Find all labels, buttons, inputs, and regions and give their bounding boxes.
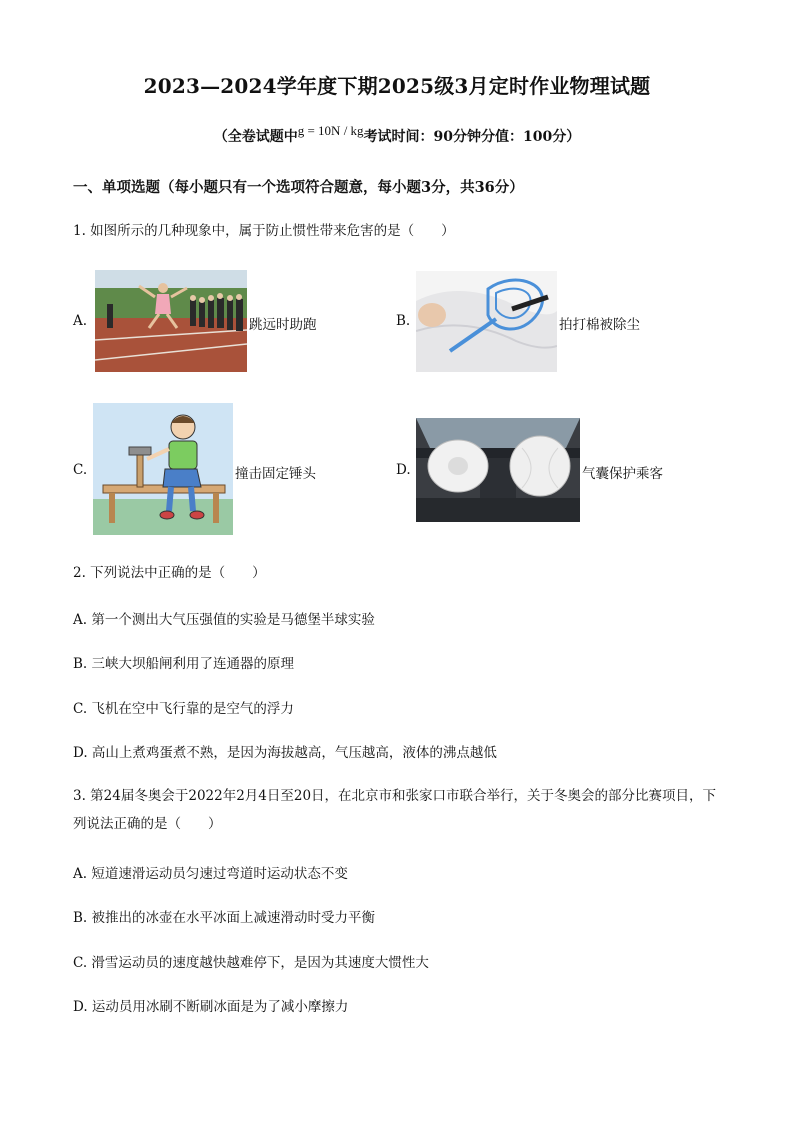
exam-info-prefix: （全卷试题中	[213, 129, 298, 145]
q1-option-b-letter: B.	[396, 313, 411, 329]
section-heading: 一、单项选题（每小题只有一个选项符合题意，每小题3分，共36分）	[73, 179, 524, 196]
q1-option-a-letter: A.	[73, 313, 88, 329]
q2-option-d: D. 高山上煮鸡蛋煮不熟，是因为海拔越高，气压越高，液体的沸点越低	[73, 745, 497, 761]
exam-info-suffix: 考试时间：90分钟分值：100分）	[363, 129, 581, 145]
question-1-stem: 1. 如图所示的几种现象中，属于防止惯性带来危害的是（ ）	[73, 223, 455, 239]
q3-option-a: A. 短道速滑运动员匀速过弯道时运动状态不变	[73, 866, 348, 882]
page-title: 2023—2024学年度下期2025级3月定时作业物理试题	[143, 74, 651, 98]
q3-option-d: D. 运动员用冰刷不断刷冰面是为了减小摩擦力	[73, 999, 349, 1015]
q3-option-c: C. 滑雪运动员的速度越快越难停下，是因为其速度大惯性大	[73, 955, 429, 971]
q2-option-b: B. 三峡大坝船闸利用了连通器的原理	[73, 656, 295, 672]
q2-option-c: C. 飞机在空中飞行靠的是空气的浮力	[73, 701, 294, 717]
q3-option-b: B. 被推出的冰壶在水平冰面上减速滑动时受力平衡	[73, 910, 376, 926]
exam-info	[0, 123, 794, 146]
hammer-cartoon-image	[93, 403, 233, 535]
carpet-beater-image	[416, 271, 557, 372]
q1-option-c-letter: C.	[73, 462, 88, 478]
gravity-formula: g = 10N / kg	[297, 123, 364, 138]
q1-option-d-letter: D.	[396, 462, 411, 478]
q1-option-d-text: 气囊保护乘客	[582, 466, 663, 482]
airbag-image	[416, 418, 580, 522]
question-2-stem: 2. 下列说法中正确的是（ ）	[73, 565, 266, 581]
q2-option-a: A. 第一个测出大气压强值的实验是马德堡半球实验	[73, 612, 375, 628]
question-3-stem: 3. 第24届冬奥会于2022年2月4日至20日，在北京市和张家口市联合举行，关于冬奥会的部分比赛项目，下列说法正确的是（ ）	[73, 788, 717, 832]
q1-option-a-text: 跳远时助跑	[249, 317, 317, 333]
q1-option-b-text: 拍打棉被除尘	[559, 317, 640, 333]
q1-option-c-text: 撞击固定锤头	[235, 466, 316, 482]
long-jump-image	[95, 270, 247, 372]
